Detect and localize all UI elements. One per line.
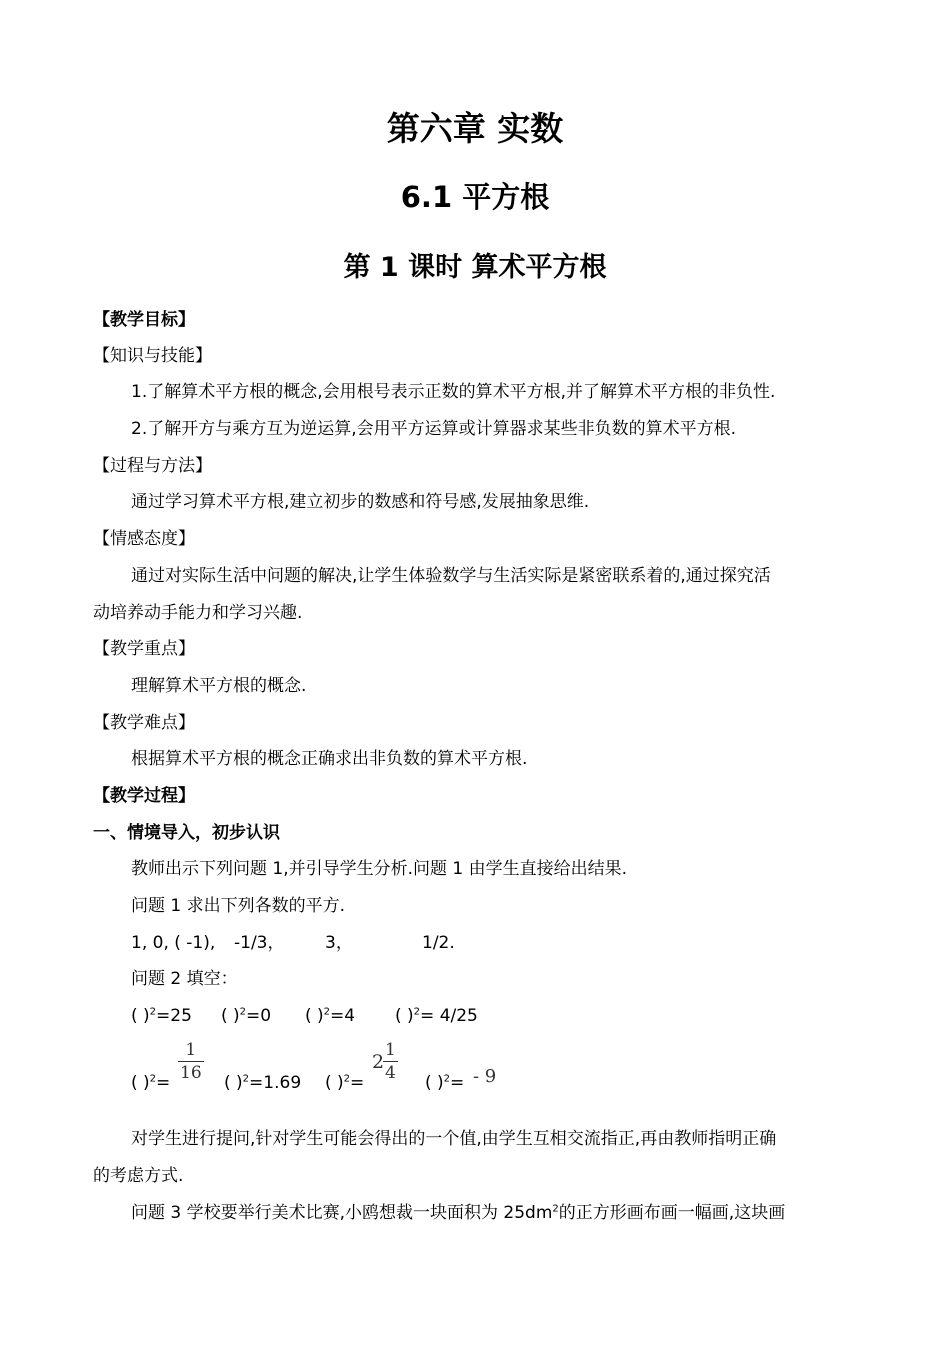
process-heading: 【过程与方法】 — [93, 456, 212, 476]
blank-4: ( )$^2$= 4/25 — [395, 1006, 478, 1026]
key-heading: 【教学重点】 — [93, 639, 195, 659]
difficulty-heading: 【教学难点】 — [93, 713, 195, 733]
emotion-heading: 【情感态度】 — [93, 529, 195, 549]
fraction-one-sixteenth: 1 16 — [180, 1040, 202, 1083]
lesson-title: 第 1 课时 算术平方根 — [343, 252, 607, 283]
procedure-heading: 【教学过程】 — [93, 786, 195, 806]
blank-8: ( )$^2$= — [425, 1073, 465, 1093]
step-1-heading: 一、情境导入，初步认识 — [93, 823, 280, 843]
blank-1: ( )$^2$=25 — [131, 1006, 192, 1026]
mixed-number-whole: 2 — [372, 1051, 385, 1073]
q1-item-d: 1/2. — [422, 933, 455, 953]
knowledge-item-2: 2.了解开方与乘方互为逆运算,会用平方运算或计算器求某些非负数的算术平方根. — [131, 419, 737, 439]
question-2: 问题 2 填空： — [131, 969, 238, 989]
blank-6: ( )$^2$=1.69 — [224, 1073, 302, 1093]
blank-2: ( )$^2$=0 — [221, 1006, 272, 1026]
process-text: 通过学习算术平方根,建立初步的数感和符号感,发展抽象思维. — [131, 492, 590, 512]
goals-heading: 【教学目标】 — [93, 310, 195, 330]
blank-5: ( )$^2$= — [131, 1073, 171, 1093]
negative-nine: - 9 — [473, 1066, 497, 1087]
emotion-text-2: 动培养动手能力和学习兴趣. — [93, 603, 303, 623]
step-1-text: 教师出示下列问题 1,并引导学生分析.问题 1 由学生直接给出结果. — [131, 859, 628, 879]
emotion-text-1: 通过对实际生活中问题的解决,让学生体验数学与生活实际是紧密联系着的,通过探究活 — [131, 566, 771, 586]
teacher-note-1: 对学生进行提问,针对学生可能会得出的一个值,由学生互相交流指正,再由教师指明正确 — [131, 1129, 777, 1149]
blank-7: ( )$^2$= — [325, 1073, 365, 1093]
q1-item-a: 1, 0, ( -1), — [131, 933, 216, 953]
fraction-one-quarter: 1 4 — [385, 1040, 396, 1083]
knowledge-item-1: 1.了解算术平方根的概念,会用根号表示正数的算术平方根,并了解算术平方根的非负性. — [131, 382, 776, 402]
question-3: 问题 3 学校要举行美术比赛,小鸥想裁一块面积为 $25dm^2$的正方形画布画一幅画,这块画 — [131, 1203, 786, 1223]
knowledge-heading: 【知识与技能】 — [93, 346, 212, 366]
difficulty-text: 根据算术平方根的概念正确求出非负数的算术平方根. — [131, 749, 528, 769]
teacher-note-2: 的考虑方式. — [93, 1166, 184, 1186]
blank-3: ( )$^2$=4 — [305, 1006, 356, 1026]
chapter-title: 第六章 实数 — [386, 109, 564, 148]
section-title: 6.1 平方根 — [400, 180, 550, 214]
q1-item-b: -1/3， — [234, 933, 285, 953]
key-text: 理解算术平方根的概念. — [131, 676, 307, 696]
question-1: 问题 1 求出下列各数的平方. — [131, 896, 346, 916]
q1-item-c: 3， — [325, 933, 353, 953]
